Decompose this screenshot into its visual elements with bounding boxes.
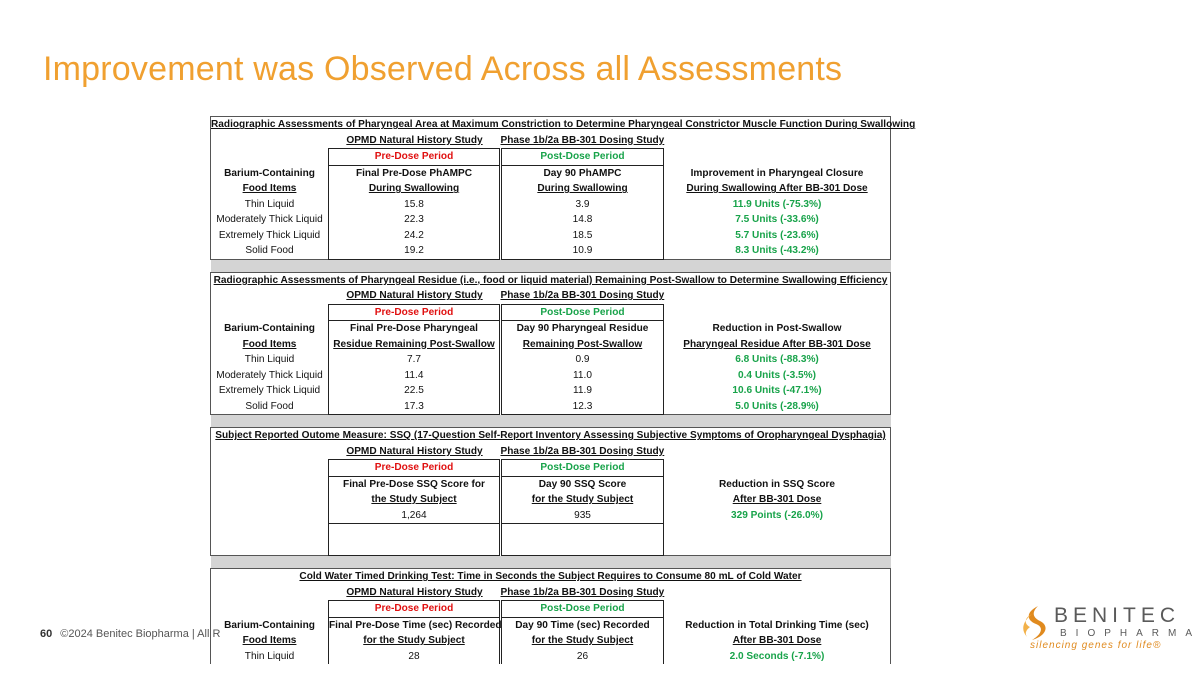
header-food-items: Barium-Containing: [211, 165, 329, 181]
improvement-value: 7.5 Units (-33.6%): [664, 212, 891, 228]
benitec-logo: [1012, 604, 1201, 654]
pre-dose-value: 24.2: [329, 228, 501, 244]
data-row: [211, 368, 891, 384]
blank-cell: [211, 149, 329, 166]
data-row: [211, 383, 891, 399]
logo-tagline: silencing genes for life®: [1030, 640, 1162, 651]
header-post-dose: Remaining Post-Swallow: [501, 337, 664, 353]
pre-dose-value: 17.3: [329, 399, 501, 415]
food-item-cell: Extremely Thick Liquid: [211, 228, 329, 244]
study-left-label: OPMD Natural History Study: [346, 134, 483, 146]
pre-dose-value: 22.5: [329, 383, 501, 399]
separator-bar: [211, 259, 891, 272]
header-food-items: [211, 476, 329, 492]
header-improvement: Reduction in Total Drinking Time (sec): [664, 617, 891, 633]
food-item-cell: Thin Liquid: [211, 197, 329, 213]
section-title: Radiographic Assessments of Pharyngeal Area at Maximum Constriction to Determine Pharyngeal Constrictor Muscle Function During Swallowing: [211, 117, 891, 133]
header-post-dose: for the Study Subject: [501, 633, 664, 649]
study-row: [211, 288, 891, 304]
pre-dose-value: 7.7: [329, 352, 501, 368]
header-improvement: After BB-301 Dose: [664, 492, 891, 508]
blank-cell: [329, 540, 501, 556]
data-row: [211, 243, 891, 259]
section-title-row: [211, 117, 891, 133]
improvement-value: 5.7 Units (-23.6%): [664, 228, 891, 244]
improvement-value: 8.3 Units (-43.2%): [664, 243, 891, 259]
separator-bar: [211, 556, 891, 569]
pre-dose-period-label: Pre-Dose Period: [329, 601, 501, 618]
header-food-items: Food Items: [211, 633, 329, 649]
header-row: [211, 476, 891, 492]
study-row: [211, 444, 891, 460]
post-dose-value: 26: [501, 649, 664, 665]
study-left-label: OPMD Natural History Study: [346, 586, 483, 598]
header-post-dose: Day 90 Pharyngeal Residue: [501, 321, 664, 337]
header-row: [211, 321, 891, 337]
blank-cell: [664, 304, 891, 321]
blank-cell: [664, 288, 891, 304]
study-left-label: OPMD Natural History Study: [346, 445, 483, 457]
section-separator: [211, 556, 891, 569]
blank-cell: [211, 460, 329, 477]
blank-cell: [501, 524, 664, 540]
data-row: [211, 508, 891, 524]
blank-cell: [211, 540, 329, 556]
pre-dose-value: 28: [329, 649, 501, 665]
improvement-value: 5.0 Units (-28.9%): [664, 399, 891, 415]
footer: [40, 628, 220, 640]
study-right-label: Phase 1b/2a BB-301 Dosing Study: [500, 445, 665, 457]
pre-dose-value: 19.2: [329, 243, 501, 259]
improvement-value: 11.9 Units (-75.3%): [664, 197, 891, 213]
pre-dose-value: 1,264: [329, 508, 501, 524]
blank-cell: [664, 585, 891, 601]
assessment-tables: [210, 116, 916, 662]
post-dose-value: 12.3: [501, 399, 664, 415]
blank-cell: [211, 444, 329, 460]
blank-cell: [329, 524, 501, 540]
blank-cell: [664, 524, 891, 540]
header-post-dose: for the Study Subject: [501, 492, 664, 508]
post-dose-value: 10.9: [501, 243, 664, 259]
header-improvement: After BB-301 Dose: [664, 633, 891, 649]
post-dose-value: 18.5: [501, 228, 664, 244]
improvement-value: 0.4 Units (-3.5%): [664, 368, 891, 384]
header-pre-dose: Final Pre-Dose PhAMPC: [329, 165, 501, 181]
header-row: [211, 617, 891, 633]
header-food-items: Food Items: [211, 181, 329, 197]
blank-cell: [211, 524, 329, 540]
header-food-items: Barium-Containing: [211, 321, 329, 337]
header-improvement: Reduction in Post-Swallow: [664, 321, 891, 337]
header-row: [211, 165, 891, 181]
food-item-cell: [211, 508, 329, 524]
section-separator: [211, 259, 891, 272]
data-row: [211, 399, 891, 415]
header-pre-dose: Final Pre-Dose Pharyngeal: [329, 321, 501, 337]
post-dose-value: 14.8: [501, 212, 664, 228]
header-post-dose: During Swallowing: [501, 181, 664, 197]
food-item-cell: Moderately Thick Liquid: [211, 368, 329, 384]
blank-cell: [211, 601, 329, 618]
data-row: [211, 212, 891, 228]
blank-cell: [211, 585, 329, 601]
header-row: [211, 337, 891, 353]
section-title-row: [211, 272, 891, 288]
blank-cell: [664, 444, 891, 460]
period-row: [211, 601, 891, 618]
header-improvement: Pharyngeal Residue After BB-301 Dose: [664, 337, 891, 353]
header-post-dose: Day 90 PhAMPC: [501, 165, 664, 181]
study-left-label: OPMD Natural History Study: [346, 290, 483, 302]
header-improvement: During Swallowing After BB-301 Dose: [664, 181, 891, 197]
pre-dose-value: 15.8: [329, 197, 501, 213]
post-dose-value: 11.9: [501, 383, 664, 399]
data-row: [211, 228, 891, 244]
improvement-value: 329 Points (-26.0%): [664, 508, 891, 524]
header-pre-dose: for the Study Subject: [329, 633, 501, 649]
header-food-items: Barium-Containing: [211, 617, 329, 633]
blank-cell: [211, 288, 329, 304]
header-improvement: Reduction in SSQ Score: [664, 476, 891, 492]
section-title: Cold Water Timed Drinking Test: Time in Seconds the Subject Requires to Consume 80 mL of Cold Water: [211, 569, 891, 585]
spacer-row: [211, 524, 891, 540]
data-row: [211, 197, 891, 213]
section-title: Radiographic Assessments of Pharyngeal Residue (i.e., food or liquid material) Remaining Post-Swallow to Determine Swallowing Efficiency: [211, 272, 891, 288]
post-dose-period-label: Post-Dose Period: [501, 149, 664, 166]
pre-dose-period-label: Pre-Dose Period: [329, 149, 501, 166]
header-pre-dose: During Swallowing: [329, 181, 501, 197]
header-row: [211, 633, 891, 649]
data-row: [211, 352, 891, 368]
blank-cell: [664, 601, 891, 618]
improvement-value: 2.0 Seconds (-7.1%): [664, 649, 891, 665]
food-item-cell: Extremely Thick Liquid: [211, 383, 329, 399]
header-improvement: Improvement in Pharyngeal Closure: [664, 165, 891, 181]
period-row: [211, 149, 891, 166]
period-row: [211, 460, 891, 477]
spacer-row: [211, 540, 891, 556]
food-item-cell: Moderately Thick Liquid: [211, 212, 329, 228]
post-dose-period-label: Post-Dose Period: [501, 304, 664, 321]
blank-cell: [664, 133, 891, 149]
blank-cell: [211, 304, 329, 321]
food-item-cell: Solid Food: [211, 243, 329, 259]
logo-wordmark: BENITEC: [1054, 604, 1181, 627]
benitec-logo-mark-icon: [1018, 604, 1052, 644]
study-right-label: Phase 1b/2a BB-301 Dosing Study: [500, 586, 665, 598]
pre-dose-period-label: Pre-Dose Period: [329, 304, 501, 321]
blank-cell: [664, 540, 891, 556]
study-row: [211, 133, 891, 149]
study-right-label: Phase 1b/2a BB-301 Dosing Study: [500, 290, 665, 302]
section-title-row: [211, 569, 891, 585]
food-item-cell: Thin Liquid: [211, 352, 329, 368]
post-dose-period-label: Post-Dose Period: [501, 601, 664, 618]
header-pre-dose: Final Pre-Dose SSQ Score for: [329, 476, 501, 492]
header-row: [211, 492, 891, 508]
header-pre-dose: the Study Subject: [329, 492, 501, 508]
study-right-label: Phase 1b/2a BB-301 Dosing Study: [500, 134, 665, 146]
page-number: 60: [40, 628, 53, 640]
separator-bar: [211, 415, 891, 428]
post-dose-value: 0.9: [501, 352, 664, 368]
header-row: [211, 181, 891, 197]
blank-cell: [664, 149, 891, 166]
improvement-value: 10.6 Units (-47.1%): [664, 383, 891, 399]
data-row: [211, 649, 891, 665]
study-row: [211, 585, 891, 601]
food-item-cell: Solid Food: [211, 399, 329, 415]
post-dose-value: 11.0: [501, 368, 664, 384]
section-title-row: [211, 428, 891, 444]
pre-dose-value: 11.4: [329, 368, 501, 384]
improvement-value: 6.8 Units (-88.3%): [664, 352, 891, 368]
food-item-cell: Thin Liquid: [211, 649, 329, 665]
header-post-dose: Day 90 SSQ Score: [501, 476, 664, 492]
assessment-table: [210, 116, 916, 664]
section-separator: [211, 415, 891, 428]
pre-dose-period-label: Pre-Dose Period: [329, 460, 501, 477]
blank-cell: [501, 540, 664, 556]
post-dose-period-label: Post-Dose Period: [501, 460, 664, 477]
header-food-items: [211, 492, 329, 508]
post-dose-value: 3.9: [501, 197, 664, 213]
blank-cell: [211, 133, 329, 149]
header-pre-dose: Residue Remaining Post-Swallow: [329, 337, 501, 353]
section-title: Subject Reported Outome Measure: SSQ (17-Question Self-Report Inventory Assessing Subjective Symptoms of Oropharyngeal Dysphagia): [211, 428, 891, 444]
header-post-dose: Day 90 Time (sec) Recorded: [501, 617, 664, 633]
slide-title: Improvement was Observed Across all Assessments: [43, 50, 843, 88]
post-dose-value: 935: [501, 508, 664, 524]
header-pre-dose: Final Pre-Dose Time (sec) Recorded: [329, 617, 501, 633]
logo-subtitle: BIOPHARMA: [1060, 628, 1201, 639]
blank-cell: [664, 460, 891, 477]
period-row: [211, 304, 891, 321]
copyright-text: ©2024 Benitec Biopharma | All R: [60, 628, 221, 640]
header-food-items: Food Items: [211, 337, 329, 353]
pre-dose-value: 22.3: [329, 212, 501, 228]
